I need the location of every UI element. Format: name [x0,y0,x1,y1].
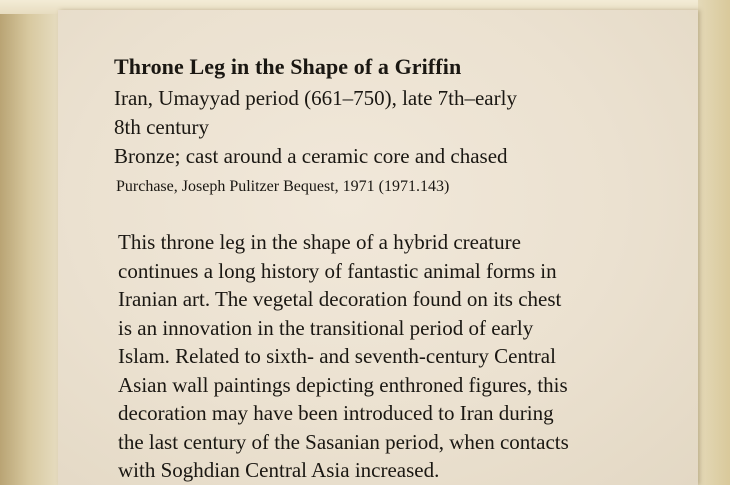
object-description [118,228,638,485]
credit-line: Purchase, Joseph Pulitzer Bequest, 1971 (1971.143) [116,178,450,195]
description-line: continues a long history of fantastic animal forms in [118,258,557,283]
description-line: the last century of the Sasanian period, when contacts [118,429,569,454]
right-wall [698,0,730,485]
origin-line: 8th century [114,115,210,139]
description-line: Asian wall paintings depicting enthroned figures, this [118,372,568,397]
object-origin [114,84,584,142]
description-line: Iranian art. The vegetal decoration found on its chest [118,287,562,311]
description-line: with Soghdian Central Asia increased. [118,458,440,482]
object-title: Throne Leg in the Shape of a Griffin [114,54,462,79]
description-line: is an innovation in the transitional period of early [118,315,534,340]
description-line: Islam. Related to sixth- and seventh-century Central [118,344,556,368]
description-line: This throne leg in the shape of a hybrid creature [118,230,521,254]
object-medium: Bronze; cast around a ceramic core and chased [114,144,508,168]
origin-line: Iran, Umayyad period (661–750), late 7th–early [114,86,517,110]
description-line: decoration may have been introduced to Iran during [118,401,554,425]
